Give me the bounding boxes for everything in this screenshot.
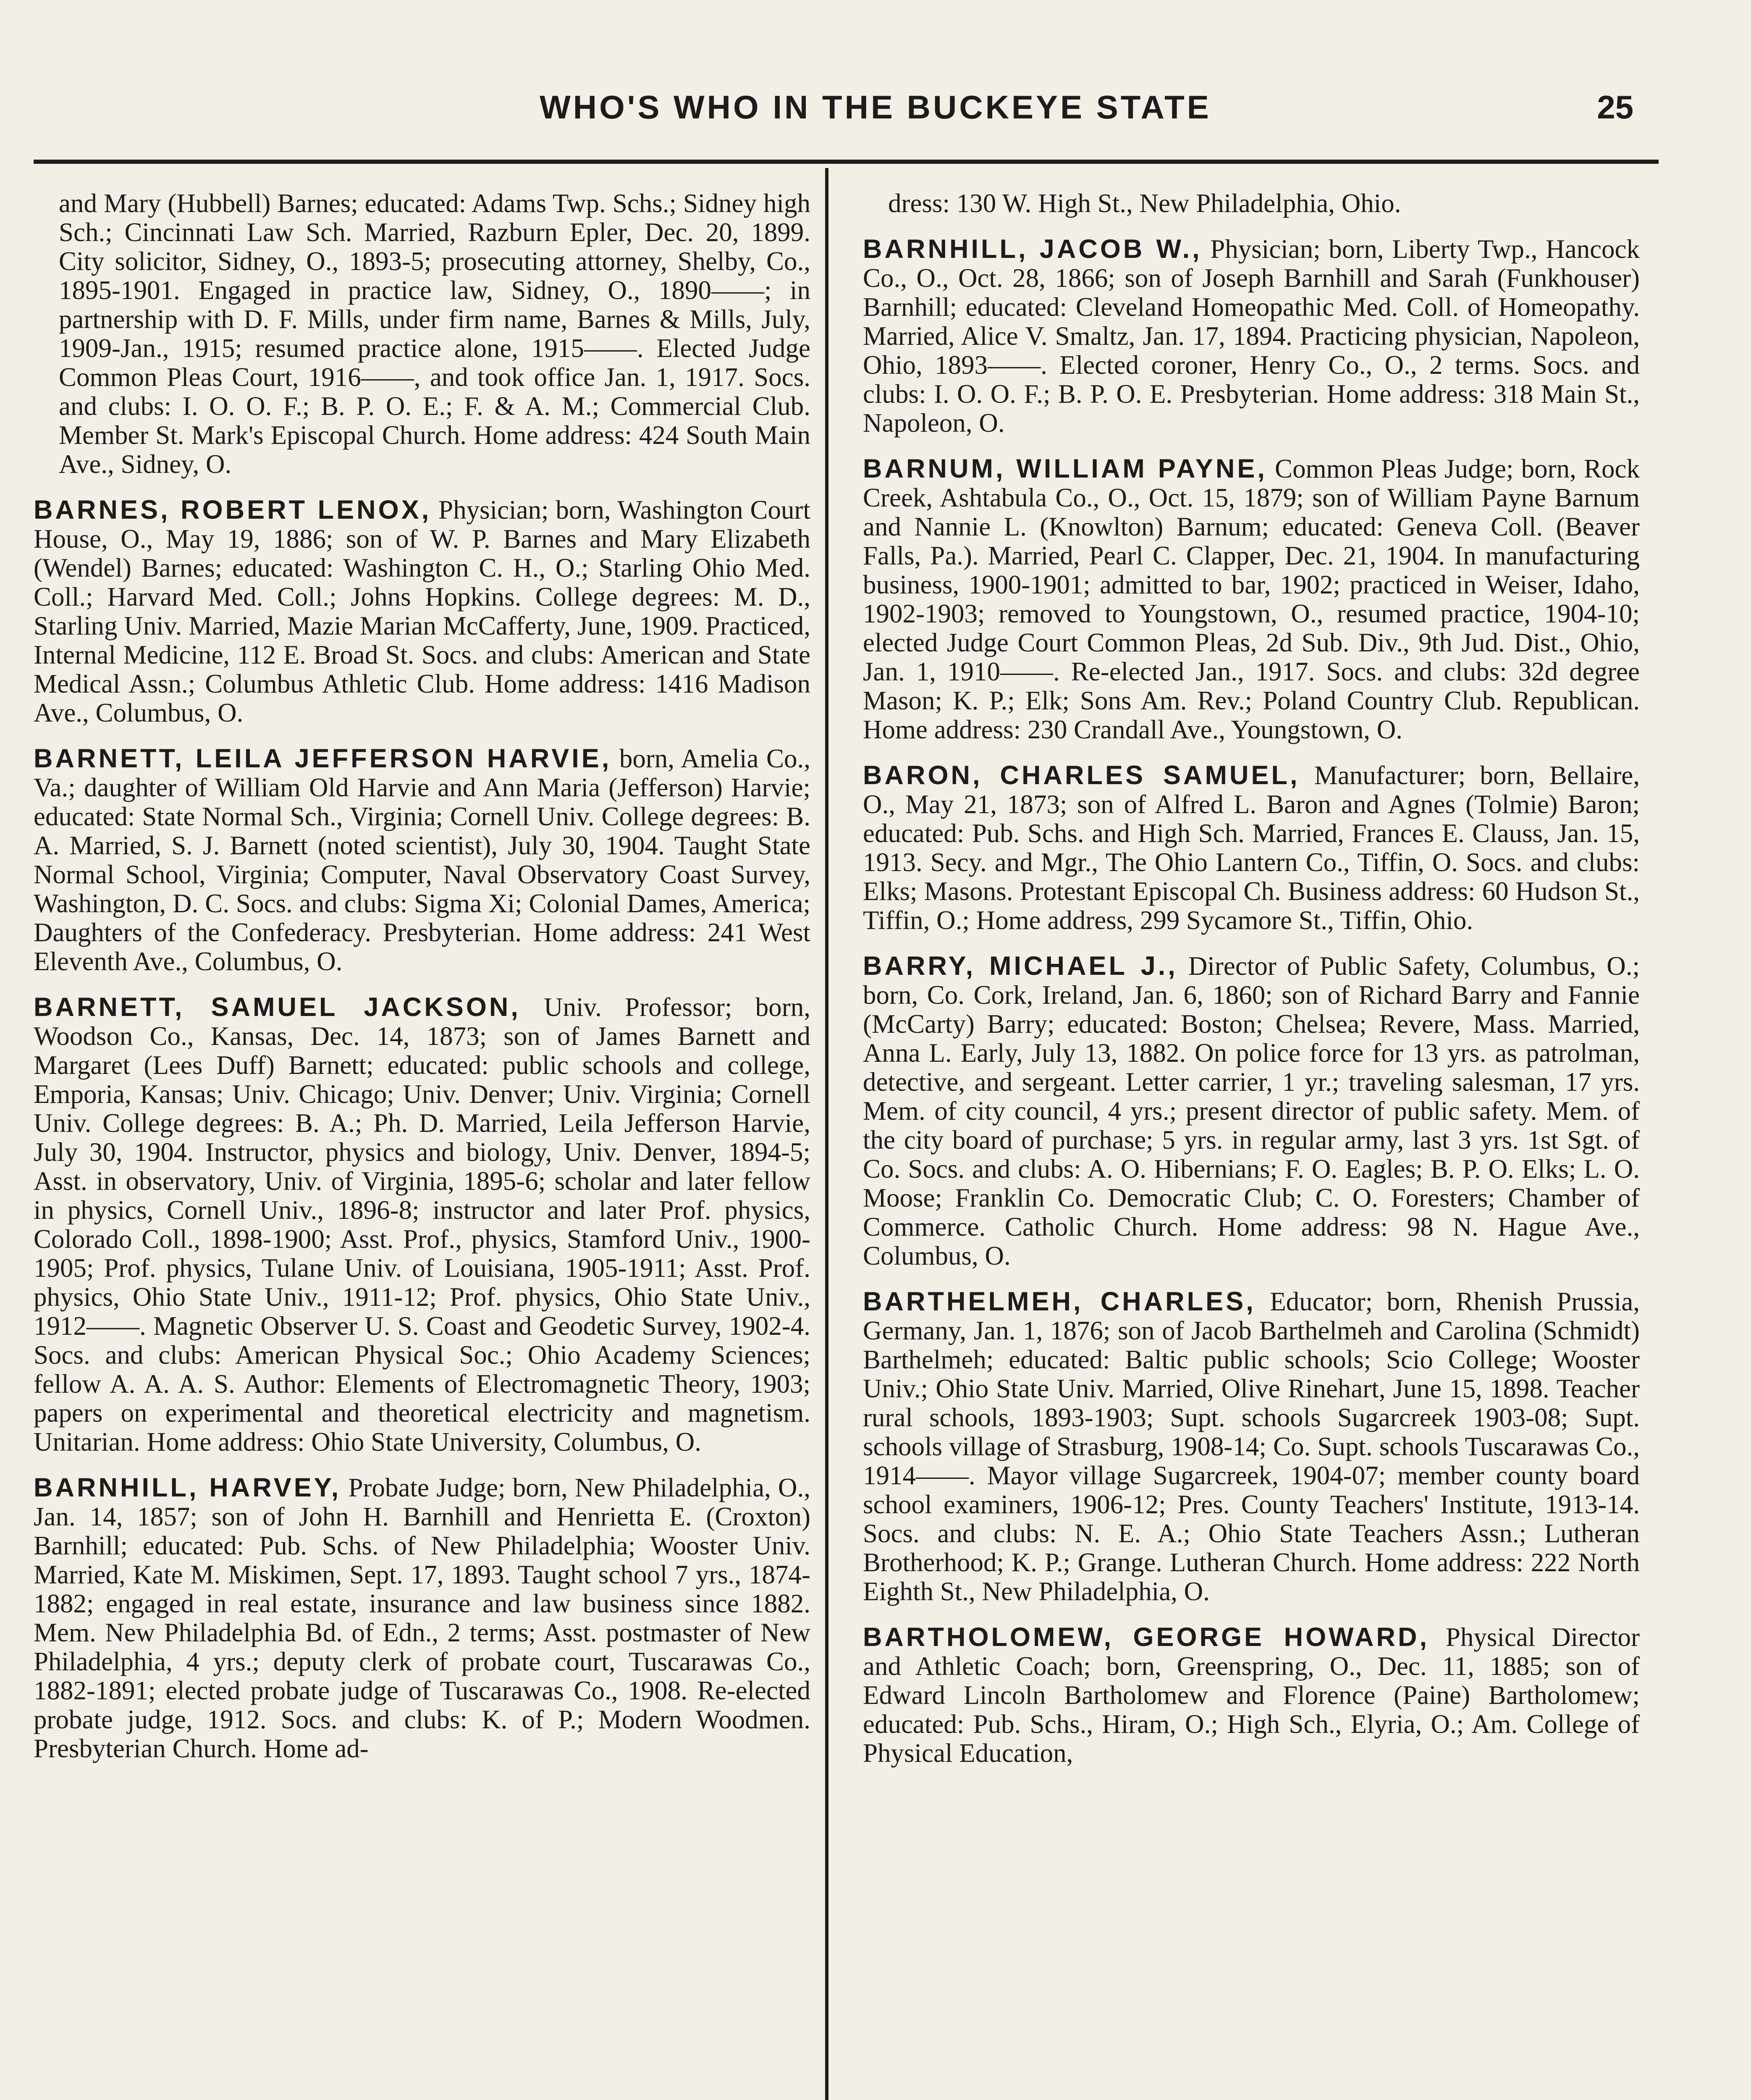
entry-name: BARON, CHARLES SAMUEL, (863, 761, 1300, 790)
page-number: 25 (1597, 89, 1633, 126)
entry-barnhill-jacob-w (863, 235, 1640, 438)
entry-barnett-samuel-jackson (34, 993, 810, 1457)
entry-barnum-william-payne (863, 454, 1640, 744)
entry-name: BARNHILL, JACOB W., (863, 234, 1202, 264)
entry-name: BARTHOLOMEW, GEORGE HOWARD, (863, 1622, 1430, 1652)
entry-text: and Mary (Hubbell) Barnes; educated: Adams Twp. Schs.; Sidney high Sch.; Cincinnati Law Sch. Married, Razburn Epler, Dec. 20, 1899. City solicitor, Sidney, O., 1893-5; prosecuting attorney, Shelby, Co., 1895-1901. Engaged in practice law, Sidney, O., 1890——; in partnership with D. F. Mills, under firm name, Barnes & Mills, July, 1909-Jan., 1915; resumed practice alone, 1915——. Elected Judge Common Pleas Court, 1916——, and took office Jan. 1, 1917. Socs. and clubs: I. O. O. F.; B. P. O. E.; F. & A. M.; Commercial Club. Member St. Mark's Episcopal Church. Home address: 424 South Main Ave., Sidney, O. (59, 189, 810, 479)
entry-baron-charles-samuel (863, 761, 1640, 935)
page-header (0, 88, 1751, 134)
entry-barthelmeh-charles (863, 1287, 1640, 1606)
entry-name: BARNUM, WILLIAM PAYNE, (863, 454, 1267, 483)
entry-text: born, Amelia Co., Va.; daughter of William Old Harvie and Ann Maria (Jefferson) Harvie; educated: State Normal Sch., Virginia; Cornell Univ. College degrees: B. A. Married, S. J. Barnett (noted scientist), July 30, 1904. Taught State Normal School, Virginia; Computer, Naval Observatory Coast Survey, Washington, D. C. Socs. and clubs: Sigma Xi; Colonial Dames, America; Daughters of the Confederacy. Presbyterian. Home address: 241 West Eleventh Ave., Columbus, O. (34, 744, 810, 976)
entry-text: Univ. Professor; born, Woodson Co., Kansas, Dec. 14, 1873; son of James Barnett and Margaret (Lees Duff) Barnett; educated: public schools and college, Emporia, Kansas; Univ. Chicago; Univ. Denver; Univ. Virginia; Cornell Univ. College degrees: B. A.; Ph. D. Married, Leila Jefferson Harvie, July 30, 1904. Instructor, physics and biology, Univ. Denver, 1894-5; Asst. in observatory, Univ. of Virginia, 1895-6; scholar and later fellow in physics, Cornell Univ., 1896-8; instructor and later Prof. physics, Colorado Coll., 1898-1900; Asst. Prof., physics, Stamford Univ., 1900-1905; Prof. physics, Tulane Univ. of Louisiana, 1905-1911; Asst. Prof. physics, Ohio State Univ., 1911-12; Prof. physics, Ohio State Univ., 1912——. Magnetic Observer U. S. Coast and Geodetic Survey, 1902-4. Socs. and clubs: American Physical Soc.; Ohio Academy Sciences; fellow A. A. A. S. Author: Elements of Electromagnetic Theory, 1903; papers on experimental and theoretical electricity and magnetism. Unitarian. Home address: Ohio State University, Columbus, O. (34, 992, 811, 1457)
column-divider (825, 168, 828, 2100)
entry-barnett-leila-jefferson-harvie (34, 744, 810, 976)
entry-continuation (863, 189, 1640, 218)
entry-text: Common Pleas Judge; born, Rock Creek, Ashtabula Co., O., Oct. 15, 1879; son of William Payne Barnum and Nannie L. (Knowlton) Barnum; educated: Geneva Coll. (Beaver Falls, Pa.). Married, Pearl C. Clapper, Dec. 21, 1904. In manufacturing business, 1900-1901; admitted to bar, 1902; practiced in Weiser, Idaho, 1902-1903; removed to Youngstown, O., resumed practice, 1904-10; elected Judge Court Common Pleas, 2d Sub. Div., 9th Jud. Dist., Ohio, Jan. 1, 1910——. Re-elected Jan., 1917. Socs. and clubs: 32d degree Mason; K. P.; Elk; Sons Am. Rev.; Poland Country Club. Republican. Home address: 230 Crandall Ave., Youngstown, O. (863, 454, 1640, 744)
entry-text: Educator; born, Rhenish Prussia, Germany, Jan. 1, 1876; son of Jacob Barthelmeh and Carolina (Schmidt) Barthelmeh; educated: Baltic public schools; Scio College; Wooster Univ.; Ohio State Univ. Married, Olive Rinehart, June 15, 1898. Teacher rural schools, 1893-1903; Supt. schools Sugarcreek 1903-08; Supt. schools village of Strasburg, 1908-14; Co. Supt. schools Tuscarawas Co., 1914——. Mayor village Sugarcreek, 1904-07; member county board school examiners, 1906-12; Pres. County Teachers' Institute, 1913-14. Socs. and clubs: N. E. A.; Ohio State Teachers Assn.; Lutheran Brotherhood; K. P.; Grange. Lutheran Church. Home address: 222 North Eighth St., New Philadelphia, O. (863, 1287, 1640, 1606)
entry-barry-michael-j (863, 952, 1640, 1270)
entry-text: Physical Director and Athletic Coach; born, Greenspring, O., Dec. 11, 1885; son of Edward Lincoln Bartholomew and Florence (Paine) Bartholomew; educated: Pub. Schs., Hiram, O.; High Sch., Elyria, O.; Am. College of Physical Education, (863, 1622, 1640, 1768)
entry-text: Director of Public Safety, Columbus, O.; born, Co. Cork, Ireland, Jan. 6, 1860; son of Richard Barry and Fannie (McCarty) Barry; educated: Boston; Chelsea; Revere, Mass. Married, Anna L. Early, July 13, 1882. On police force for 13 yrs. as patrolman, detective, and sergeant. Letter carrier, 1 yr.; traveling salesman, 17 yrs. Mem. of city council, 4 yrs.; present director of public safety. Mem. of the city board of purchase; 5 yrs. in regular army, last 3 yrs. 1st Sgt. of Co. Socs. and clubs: A. O. Hibernians; F. O. Eagles; B. P. O. Elks; L. O. Moose; Franklin Co. Democratic Club; C. O. Foresters; Chamber of Commerce. Catholic Church. Home address: 98 N. Hague Ave., Columbus, O. (863, 951, 1640, 1270)
left-column (34, 189, 810, 1780)
entry-text: Physician; born, Liberty Twp., Hancock Co., O., Oct. 28, 1866; son of Joseph Barnhill and Sarah (Funkhouser) Barnhill; educated: Cleveland Homeopathic Med. Coll. of Homeopathy. Married, Alice V. Smaltz, Jan. 17, 1894. Practicing physician, Napoleon, Ohio, 1893——. Elected coroner, Henry Co., O., 2 terms. Socs. and clubs: I. O. O. F.; B. P. O. E. Presbyterian. Home address: 318 Main St., Napoleon, O. (863, 234, 1640, 438)
running-title: WHO'S WHO IN THE BUCKEYE STATE (540, 89, 1211, 126)
entry-barnes-robert-lenox (34, 496, 810, 727)
entry-name: BARNHILL, HARVEY, (34, 1473, 341, 1502)
entry-name: BARNETT, LEILA JEFFERSON HARVIE, (34, 744, 612, 773)
right-column (863, 189, 1640, 1785)
entry-bartholomew-george-howard (863, 1623, 1640, 1768)
entry-text: Probate Judge; born, New Philadelphia, O., Jan. 14, 1857; son of John H. Barnhill and Henrietta E. (Croxton) Barnhill; educated: Pub. Schs. of New Philadelphia; Wooster Univ. Married, Kate M. Miskimen, Sept. 17, 1893. Taught school 7 yrs., 1874-1882; engaged in real estate, insurance and law business since 1882. Mem. New Philadelphia Bd. of Edn., 2 terms; Asst. postmaster of New Philadelphia, 4 yrs.; deputy clerk of probate court, Tuscarawas Co., 1882-1891; elected probate judge of Tuscarawas Co., 1908. Re-elected probate judge, 1912. Socs. and clubs: K. of P.; Modern Woodmen. Presbyterian Church. Home ad- (34, 1473, 810, 1763)
entry-name: BARRY, MICHAEL J., (863, 951, 1178, 981)
entry-text: Physician; born, Washington Court House, O., May 19, 1886; son of W. P. Barnes and Mary Elizabeth (Wendel) Barnes; educated: Washington C. H., O.; Starling Ohio Med. Coll.; Harvard Med. Coll.; Johns Hopkins. College degrees: M. D., Starling Univ. Married, Mazie Marian McCafferty, June, 1909. Practiced, Internal Medicine, 112 E. Broad St. Socs. and clubs: American and State Medical Assn.; Columbus Athletic Club. Home address: 1416 Madison Ave., Columbus, O. (34, 495, 811, 727)
entry-continuation (34, 189, 810, 479)
entry-text: dress: 130 W. High St., New Philadelphia, Ohio. (888, 189, 1401, 218)
header-rule (34, 160, 1659, 164)
entry-barnhill-harvey (34, 1473, 810, 1763)
entry-name: BARNETT, SAMUEL JACKSON, (34, 992, 521, 1022)
entry-name: BARTHELMEH, CHARLES, (863, 1287, 1256, 1316)
entry-text: Manufacturer; born, Bellaire, O., May 21, 1873; son of Alfred L. Baron and Agnes (Tolmie) Baron; educated: Pub. Schs. and High Sch. Married, Frances E. Clauss, Jan. 15, 1913. Secy. and Mgr., The Ohio Lantern Co., Tiffin, O. Socs. and clubs: Elks; Masons. Protestant Episcopal Ch. Business address: 60 Hudson St., Tiffin, O.; Home address, 299 Sycamore St., Tiffin, Ohio. (863, 761, 1640, 935)
entry-name: BARNES, ROBERT LENOX, (34, 495, 432, 525)
